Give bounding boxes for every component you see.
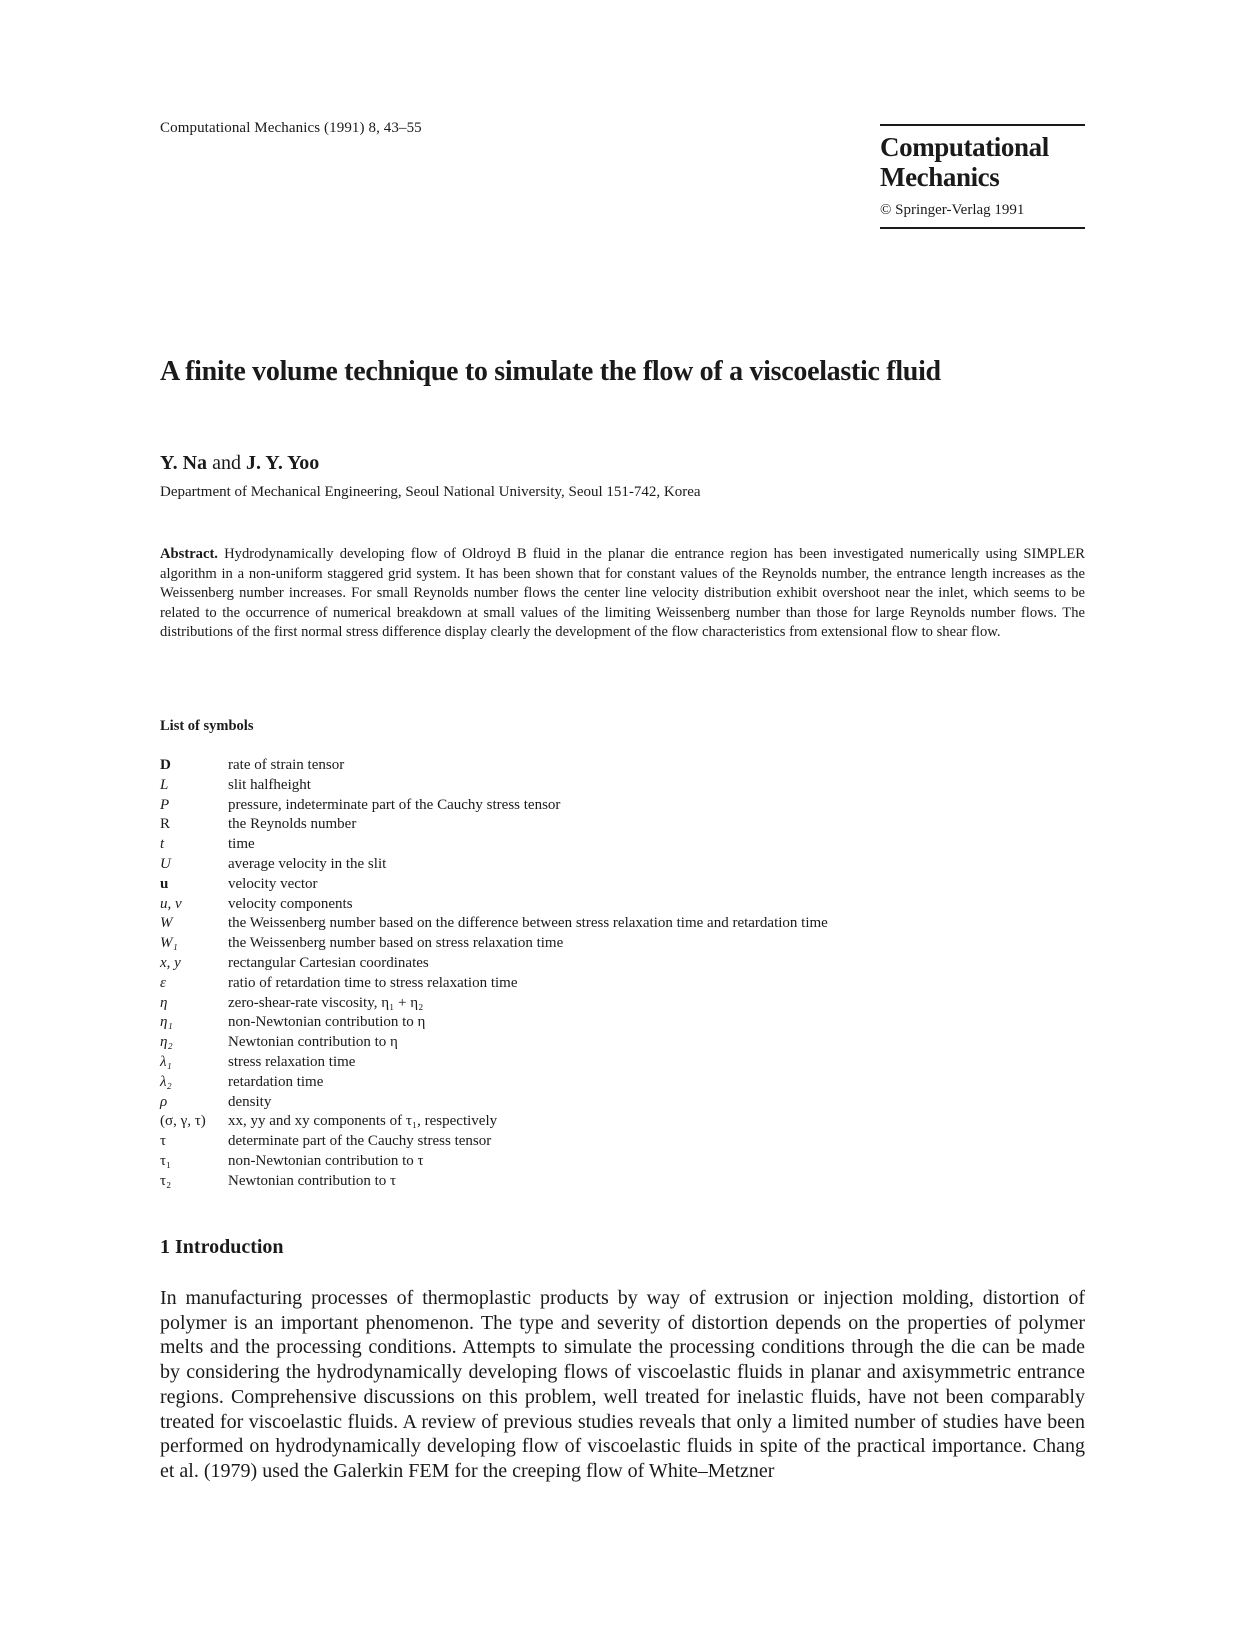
symbol-row <box>160 1132 1090 1152</box>
symbol: u <box>160 875 169 892</box>
symbol-description: Newtonian contribution to τ <box>228 1172 397 1189</box>
symbol-description: pressure, indeterminate part of the Cauchy stress tensor <box>228 796 561 813</box>
symbol-description: rectangular Cartesian coordinates <box>228 954 429 971</box>
symbol: (σ, γ, τ) <box>160 1113 206 1130</box>
symbol-description: time <box>228 836 255 853</box>
symbol-description: velocity vector <box>228 875 318 892</box>
introduction-text: In manufacturing processes of thermoplastic products by way of extrusion or injection molding, distortion of polymer is an important phenomenon. The type and severity of distortion depends on the properties of polymer melts and the processing conditions. Attempts to simulate the processing conditions through the die can be made by considering the hydrodynamically developing flows of viscoelastic fluids in planar and axisymmetric entrance regions. Comprehensive discussions on this problem, well treated for inelastic fluids, have not been comparably treated for viscoelastic fluids. A review of previous studies reveals that only a limited number of studies have been performed on hydrodynamically developing flow of viscoelastic fluids in spite of the practical importance. Chang et al. (1979) used the Galerkin FEM for the creeping flow of White–Metzner <box>160 1287 1085 1482</box>
symbol: W₁ <box>160 935 178 952</box>
symbol-row <box>160 1053 1090 1073</box>
abstract-text: Hydrodynamically developing flow of Oldroyd B fluid in the planar die entrance region has been investigated numerically using SIMPLER algorithm in a non-uniform staggered grid system. It has been shown that for constant values of the Reynolds number, the entrance length increases as the Weissenberg number increases. For small Reynolds number flows the center line velocity distribution exhibit overshoot near the inlet, which seems to be related to the occurrence of numerical breakdown at small values of the limiting Weissenberg number than those for large Reynolds number flows. The distributions of the first normal stress difference display clearly the development of the flow characteristics from extensional flow to shear flow. <box>160 546 1085 641</box>
symbol: λ₁ <box>160 1053 172 1070</box>
symbol: η₂ <box>160 1034 173 1051</box>
symbols-heading: List of symbols <box>160 718 254 734</box>
symbol-description: non-Newtonian contribution to τ <box>228 1152 424 1169</box>
symbol-description: stress relaxation time <box>228 1053 356 1070</box>
symbol: λ₂ <box>160 1073 172 1090</box>
abstract <box>160 545 1085 643</box>
symbol-row <box>160 855 1090 875</box>
journal-masthead <box>880 124 1085 229</box>
symbol-row <box>160 835 1090 855</box>
symbol-description: determinate part of the Cauchy stress tensor <box>228 1133 492 1150</box>
symbol-row <box>160 1172 1090 1192</box>
symbol-row <box>160 934 1090 954</box>
symbol: P <box>160 796 170 813</box>
journal-name <box>880 132 1085 192</box>
abstract-label: Abstract. <box>160 546 218 562</box>
symbol-row <box>160 796 1090 816</box>
symbol-row <box>160 815 1090 835</box>
symbol-row <box>160 1013 1090 1033</box>
paper-title: A finite volume technique to simulate the flow of a viscoelastic fluid <box>160 356 941 387</box>
symbol-description: the Weissenberg number based on the difference between stress relaxation time and retardation time <box>228 915 828 932</box>
symbol: η <box>160 994 168 1011</box>
symbol-description: density <box>228 1093 272 1110</box>
symbol: R <box>160 816 171 833</box>
symbol-description: average velocity in the slit <box>228 855 387 872</box>
symbol-description: retardation time <box>228 1073 324 1090</box>
symbol: τ₁ <box>160 1152 172 1169</box>
symbol: ε <box>160 974 166 991</box>
symbol: U <box>160 855 171 872</box>
symbol-description: zero-shear-rate viscosity, η₁ + η₂ <box>228 994 424 1011</box>
symbol-row <box>160 994 1090 1014</box>
symbol-row <box>160 1112 1090 1132</box>
symbol-description: non-Newtonian contribution to η <box>228 1014 426 1031</box>
symbol: x, y <box>160 954 181 971</box>
symbol: D <box>160 757 171 773</box>
symbol: L <box>160 776 169 793</box>
symbol-row <box>160 875 1090 895</box>
author-conjunction: and <box>212 452 241 474</box>
publisher-copyright: © Springer-Verlag 1991 <box>880 202 1025 218</box>
symbol: η₁ <box>160 1014 173 1031</box>
symbol-description: Newtonian contribution to η <box>228 1034 398 1051</box>
symbol-row <box>160 1073 1090 1093</box>
symbol-description: rate of strain tensor <box>228 757 345 773</box>
symbol: τ₂ <box>160 1172 172 1189</box>
symbol-row <box>160 954 1090 974</box>
author-2: J. Y. Yoo <box>245 452 320 474</box>
journal-citation: Computational Mechanics (1991) 8, 43–55 <box>160 120 422 136</box>
symbol-description: ratio of retardation time to stress relaxation time <box>228 974 518 991</box>
symbol-description: slit halfheight <box>228 776 311 793</box>
symbol-row <box>160 974 1090 994</box>
journal-name-line1: Computational <box>880 132 1049 162</box>
journal-name-line2: Mechanics <box>880 162 1000 192</box>
symbol: t <box>160 836 165 853</box>
masthead-top-rule <box>880 124 1085 126</box>
symbol-description: the Weissenberg number based on stress relaxation time <box>228 935 564 952</box>
symbol-row <box>160 1033 1090 1053</box>
symbol-row <box>160 776 1090 796</box>
symbol: W <box>160 915 173 932</box>
symbol: τ <box>160 1133 167 1150</box>
symbol-row <box>160 914 1090 934</box>
symbol: u, v <box>160 895 182 912</box>
symbol-description: velocity components <box>228 895 353 912</box>
section-heading-introduction: 1 Introduction <box>160 1236 284 1258</box>
symbol-description: the Reynolds number <box>228 816 357 833</box>
affiliation: Department of Mechanical Engineering, Seoul National University, Seoul 151-742, Korea <box>160 484 701 500</box>
masthead-bottom-rule <box>880 227 1085 229</box>
symbol-row <box>160 1152 1090 1172</box>
symbol-description: xx, yy and xy components of τ₁, respectively <box>228 1113 498 1130</box>
symbol: ρ <box>160 1093 168 1110</box>
symbol-row <box>160 1093 1090 1113</box>
symbol-row <box>160 895 1090 915</box>
author-1: Y. Na <box>160 452 208 474</box>
symbols-list <box>160 756 1090 1192</box>
symbol-row <box>160 756 1090 776</box>
author-line <box>160 452 319 475</box>
